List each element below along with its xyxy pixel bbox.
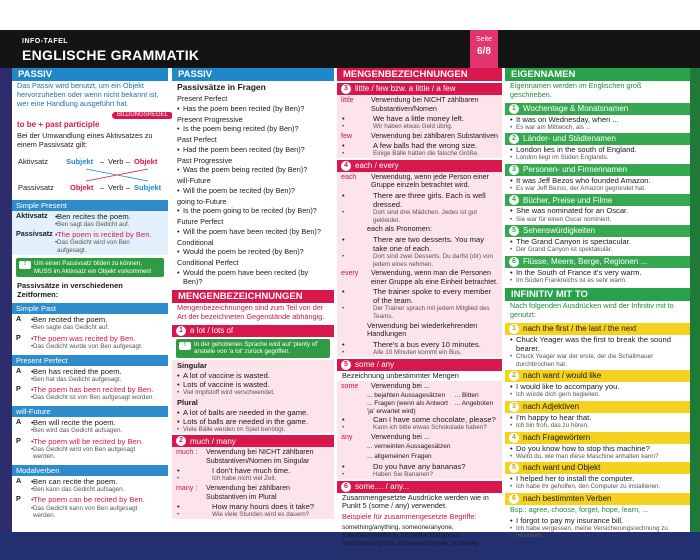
- eigen-item-head: 3 Personen- und Firmennamen: [505, 164, 690, 176]
- inf-item-head: 3 nach Adjektiven: [505, 401, 690, 413]
- frame-top: [0, 0, 700, 30]
- inf-item-head: 4 nach Fragewörtern: [505, 432, 690, 444]
- section-4-head: 4 each / every: [337, 160, 502, 172]
- sp-row-aktiv: Aktivsatz • Ben recites the poem. • Ben sagt das Gedicht auf.: [12, 211, 168, 230]
- inf-item-head: 6 nach bestimmten Verben: [505, 493, 690, 505]
- dia-verb2: Verb: [108, 182, 124, 192]
- eigen-item-head: 5 Sehenswürdigkeiten: [505, 225, 690, 237]
- dia-verb: Verb: [108, 156, 124, 166]
- eigen-item-head: 4 Bücher, Preise und Filme: [505, 194, 690, 206]
- simple-present-head: Simple Present: [12, 200, 168, 211]
- inf-item-head: 1 nach the first / the last / the next: [505, 323, 690, 335]
- bildungsregel-tag: BILDUNGSREGEL: [112, 112, 173, 119]
- tense-head: Present Perfect: [12, 355, 168, 366]
- dia-objekt: Objekt: [134, 156, 158, 166]
- page-number: 6/8: [477, 46, 491, 58]
- section-2-head: 2 much / many: [172, 435, 334, 447]
- fragen-list: Present Perfect • Has the poem been recited (by Ben)? Present Progressive • Is the poem being recited (by Ben)? Past Perfect • Had the poem been recited (by Ben)? Past Progressive • Was the poem being recited (by Ben)? will-Future • Will the poem be recited (by Ben)? going to-Future • Is the poem going to be recited (by Ben)? Future Perfect • Will the poem have been recited (by Ben)? Conditional • Would the poem be recited (by Ben)? Conditional Perfect • Would the poem have been recited (by Ben)?: [172, 93, 334, 286]
- section-title: MENGENBEZEICHNUNGEN: [337, 68, 502, 81]
- section-title: EIGENNAMEN: [505, 68, 690, 81]
- column-passiv-2: [172, 68, 334, 532]
- dia-objekt2: Objekt: [70, 182, 94, 192]
- bildungsregel: to be + past participle: [17, 120, 100, 130]
- inf-item-head: 2 nach want / would like: [505, 370, 690, 382]
- section-title: PASSIV: [12, 68, 168, 81]
- tense-head: Modalverben: [12, 465, 168, 476]
- section-6-head: 6 some.... / any...: [337, 481, 502, 493]
- each-every-box: each Verwendung, wenn jede Person einer Gruppe einzeln betrachtet wird. • There are three girls. Each is well dressed. • Dort sind drei Mädchen. Jedes ist gut gekleidet. each als Pronomen: • There are two desserts. You may take one of each. • Dort sind zwei Desserts. Du darfst (dir) von jedem eines nehmen. every Verwendung, wenn man die Personen einer Gruppe als eine Einheit betrachtet. • The trainer spoke to every member of the team. • Der Trainer sprach mit jedem Mitglied des Teams. Verwendung bei wiederkehrenden Handlungen • There's a bus every 10 minutes. • Alle 10 Minuten kommt ein Bus.: [337, 172, 502, 357]
- eigen-item-head: 1 Wochentage & Monatsnamen: [505, 103, 690, 115]
- transform-diagram: Aktivsatz Subjekt – Verb – Objekt Passivsatz Objekt – Verb – Subjekt: [16, 153, 164, 197]
- swap-arrows-icon: [56, 167, 166, 183]
- frame-right: [690, 30, 700, 560]
- page-title: ENGLISCHE GRAMMATIK: [22, 47, 200, 63]
- page-label: Seite: [476, 36, 492, 43]
- section-1-head: 1 a lot / lots of: [172, 325, 334, 337]
- eigen-item-head: 2 Länder- und Städtenamen: [505, 133, 690, 145]
- sp-row-passiv: Passivsatz • The poem is recited by Ben. • Das Gedicht wird von Ben aufgesagt.: [12, 229, 168, 255]
- fragen-heading: Passivsätze in Fragen: [177, 82, 266, 92]
- little-few-box: little Verwendung bei NICHT zählbaren Substantiven/Nomen • We have a little money left. • Wir haben etwas Geld übrig. few Verwendung bei zählbaren Substantiven • A few balls had the wrong size. • Einige Bälle hatten die falsche Größe.: [337, 95, 502, 158]
- column-passiv-1: PASSIV Das Passiv wird benutzt, um ein Objekt hervorzuheben oder wenn nicht bekannt ist, wer eine Handlung ausgeführt hat. BILDUNGSREGEL to be + past participle Bei der Umwandlung eines Aktivsatzes zu einem Passivsatz gilt: Aktivsatz Subjekt – Verb – Objekt Passivsatz Objekt – Verb – Subjekt Simple Present Aktivsatz • Ben recites the poem. • Ben sagt das Gedicht auf. Passivsatz • The poem is recited by Ben. • Das Gedicht wird von Ben aufgesagt. ! Um einen Passivsatz bilden zu können, MUSS im Aktivsatz ein Objekt vorkommen! Passivsätze in verschiedenen Zeitformen: Simple Past A • Ben recited the poem. • Ben sagte das Gedicht auf. P • The poem was recited by Ben. • Das Gedicht wurde von Ben aufgesagt. Present Perfect A • Ben has recited the poem. • Ben hat das Gedicht aufgesagt. P • The poem has been recited by Ben. • Das Gedicht ist von Ben aufgesagt worden. will-Future A • Ben will recite the poem. • Ben wird das Gedicht aufsagen. P • The poem will be recited by Ben. • Das Gedicht wird von Ben aufgesagt werden. Modalverben A • Ben can recite the poem. • Ben kann das Gedicht aufsagen. P • The poem can be recited by Ben. • Das Gedicht kann von Ben aufgesagt werden.: [12, 68, 168, 532]
- infinitiv-title: INFINITIV MIT TO: [505, 288, 690, 301]
- header-kicker: INFO-TAFEL: [22, 38, 69, 45]
- dia-passiv: Passivsatz: [18, 182, 54, 192]
- section-title: PASSIV: [172, 68, 334, 81]
- simple-present-box: [12, 211, 168, 256]
- frame-left: [0, 30, 12, 560]
- dia-subjekt2: Subjekt: [134, 182, 162, 192]
- much-many-box: much : Verwendung bei NICHT zählbaren Substantiven/Nomen im Singular • I don't have much time. • Ich habe nicht viel Zeit. many : Verwendung bei zählbaren Substantiven im Plural • How many hours does it take? • Wie viele Stunden wird es dauern?: [172, 447, 334, 518]
- tip-box: ! Um einen Passivsatz bilden zu können, MUSS im Aktivsatz ein Objekt vorkommen!: [16, 258, 164, 277]
- eigen-item-head: 6 Flüsse, Meere, Berge, Regionen ...: [505, 256, 690, 268]
- dia-subjekt: Subjekt: [66, 156, 94, 166]
- mengen-intro: Mengenbezeichnungen sind zum Teil von der Art der bezeichneten Gegenstände abhängig.: [177, 303, 325, 322]
- tense-head: will-Future: [12, 406, 168, 417]
- mengen-title: MENGENBEZEICHNUNGEN: [172, 290, 334, 303]
- passiv-intro: Das Passiv wird benutzt, um ein Objekt hervorzuheben oder wenn nicht bekannt ist, wer eine Handlung ausgeführt hat.: [17, 81, 159, 108]
- section-3-head: 3 little / few bzw. a little / a few: [337, 83, 502, 95]
- dia-aktiv: Aktivsatz: [18, 156, 49, 166]
- page-indicator: [470, 30, 498, 68]
- info-icon: !: [19, 261, 31, 269]
- note-box: ! In der gehobenen Sprache wird auf 'plenty of' anstelle von 'a lot' zurück gegriffen.: [176, 339, 330, 358]
- rule-text: Bei der Umwandlung eines Aktivsatzes zu einem Passivsatz gilt:: [17, 131, 153, 149]
- section-5-head: 5 some / any: [337, 359, 502, 371]
- zeitformen-heading: Passivsätze in verschiedenen Zeitformen:: [17, 281, 123, 300]
- column-eigennamen: EIGENNAMEN Eigennamen werden im Englischen groß geschrieben. 1 Wochentage & Monatsnamen • It was on Wednesday, when ... • Es war am Mittwoch, als ... 2 Länder- und Städtenamen • London lies in the south of England. • London liegt im Süden Englands. 3 Personen- und Firmennamen • It was Jeff Bezos who founded Amazon. • Es war Jeff Bezos, der Amazon gegründet hat. 4 Bücher, Preise und Filme • She was nominated for an Oscar. • Sie war für einen Oscar nominiert. 5 Sehenswürdigkeiten • The Grand Canyon is spectacular. • Der Grand Canyon ist spektakulär. 6 Flüsse, Meere, Berge, Regionen ... • In the South of France it's very warm. • Im Süden Frankreichs ist es sehr warm. INFINITIV MIT TO Nach folgenden Ausdrücken wird der Infinitiv mit to genutzt: 1 nach the first / the last / the next • Chuck Yeager was the first to break the sound bearer. • Chuck Yeager war der erste, der die Schallmauer durchbrochen hat. 2 nach want / would like • I would like to accompany you. • Ich würde dich gern begleiten. 3 nach Adjektiven • I'm happy to hear that. • Ich bin froh, das zu hören. 4 nach Fragewörtern • Do you know how to stop this machine? • Weißt du, wie man diese Maschine anhalten kann? 5 nach want und Objekt • I helped her to install the computer. • Ich habe ihr geholfen, den Computer zu installieren. 6 nach bestimmten Verben Bsp.: agree, choose, forget, hope, learn, ... • I forgot to pay my insurance bill. • Ich habe vergessen, meine Versicherungsrechnung zu bezahlen.: [505, 68, 690, 532]
- tense-head: Simple Past: [12, 303, 168, 314]
- some-any-box: some Verwendung bei ... ... bejahten Aussagesätzen ... Fragen (wenn als Antwort 'ja' erwartet wird) ... Bitten ... Angeboten • Can I have some chocolate, please? • Kann ich bitte etwas Schokolade haben? any Verwendung bei ... ... verneinten Aussagesätzen ... allgemeinen Fragen • Do you have any bananas? • Haben Sie Bananen?: [337, 381, 502, 478]
- header-bar: [0, 30, 700, 68]
- inf-item-head: 5 nach want und Objekt: [505, 462, 690, 474]
- column-mengen: MENGENBEZEICHNUNGEN 3 little / few bzw. a little / a few little Verwendung bei NICHT zählbaren Substantiven/Nomen • We have a little money left. • Wir haben etwas Geld übrig. few Verwendung bei zählbaren Substantiven • A few balls had the wrong size. • Einige Bälle hatten die falsche Größe. 4 each / every each Verwendung, wenn jede Person einer Gruppe einzeln betrachtet wird. • There are three girls. Each is well dressed. • Dort sind drei Mädchen. Jedes ist gut gekleidet. each als Pronomen: • There are two desserts. You may take one of each. • Dort sind zwei Desserts. Du darfst (dir) von jedem eines nehmen. every Verwendung, wenn man die Personen einer Gruppe als eine Einheit betrachtet. • The trainer spoke to every member of the team. • Der Trainer sprach mit jedem Mitglied des Teams. Verwendung bei wiederkehrenden Handlungen • There's a bus every 10 minutes. • Alle 10 Minuten kommt ein Bus. 5 some / any Bezeichnung unbestimmter Mengen some Verwendung bei ... ... bejahten Aussagesätzen ... Fragen (wenn als Antwort 'ja' erwartet wird) ... Bitten ... Angeboten • Can I have some chocolate, please? • Kann ich bitte etwas Schokolade haben? any Verwendung bei ... ... verneinten Aussagesätzen ... allgemeinen Fragen • Do you have any bananas? • Haben Sie Bananen? 6 some.... / any... Zusammengesetzte Ausdrücke werden wie in Punkt 5 (some / any) verwendet. Beispiele für zusammengesetzte Begriffe: something/anything, someone/anyone, somebody/anybody, someplace/anyplace, somehow/anyhow, someway/anyway, someday: [337, 68, 502, 532]
- lots-box: Singular • A lot of vaccine is wasted. • Lots of vaccine is wasted. • Viel Impfstoff wird verschwendet. Plural • A lot of balls are needed in the game. • Lots of balls are needed in the game. • Viele Bälle werden im Spiel benötigt.: [172, 360, 334, 434]
